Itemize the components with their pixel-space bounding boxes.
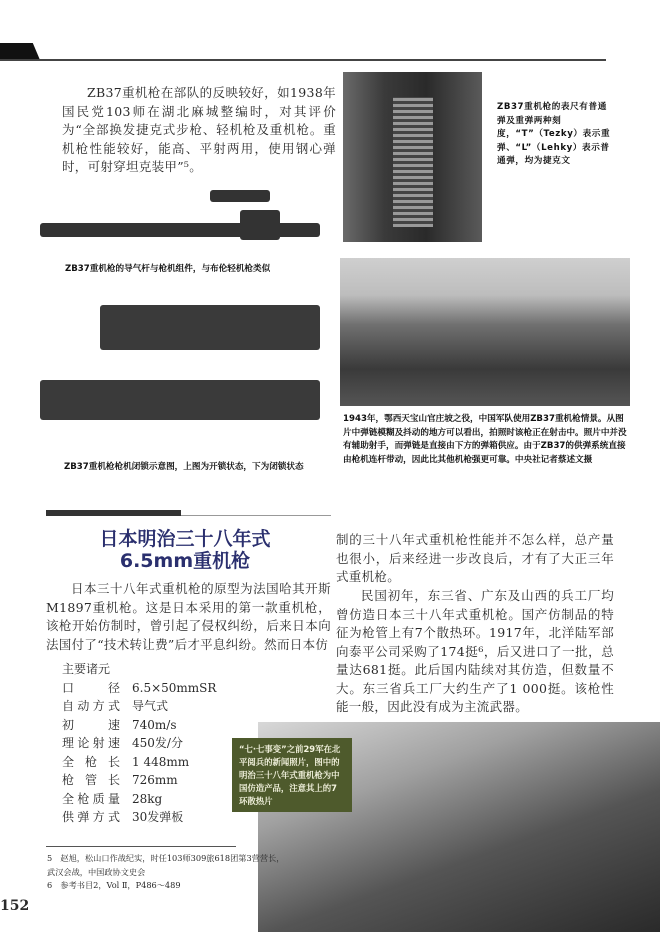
spec-value: 1 448mm [132, 754, 190, 769]
parade-caption: “七·七事变”之前29军在北平阅兵的新闻照片，图中的明治三十八年式重机枪为中国仿造产品，注意其上的7环散热片 [239, 744, 341, 806]
specs-table [62, 660, 216, 827]
spec-value: 740m/s [132, 717, 177, 732]
spec-value: 6.5×50mmSR [132, 680, 217, 695]
title-line-1: 日本明治三十八年式 [99, 528, 271, 550]
section-bar [46, 510, 181, 516]
spec-value: 导气式 [132, 699, 169, 713]
section-title [40, 528, 330, 572]
header-rule [0, 59, 606, 61]
spec-key: 自动方式 [62, 699, 120, 713]
gas-rod-caption: ZB37重机枪的导气杆与枪机组件，与布伦轻机枪类似 [65, 264, 271, 274]
spec-key: 供弹方式 [62, 810, 120, 824]
battle-photo [340, 258, 630, 406]
spec-row [62, 697, 216, 716]
paragraph-type38-origin: 日本三十八年式重机枪的原型为法国哈其开斯M1897重机枪。这是日本采用的第一款重机枪，该枪开始仿制时，曾引起了侵权纠纷，后来日本向法国付了“技术转让费”后才平息纠纷。然而日本仿 [46, 581, 331, 652]
bolt-caption: ZB37重机枪枪机闭锁示意图，上图为开锁状态，下为闭锁状态 [64, 462, 304, 472]
battle-caption: 1943年，鄂西天宝山官庄坡之役，中国军队使用ZB37重机枪情景。从图片中弹链模糊及抖动的地方可以看出，拍照时该枪正在射击中。照片中并没有辅助射手，而弹链是直接由下方的弹箱供应。由于ZB37的供弹系统直接由枪机连杆带动，因此比其他机枪强更可靠。中央社记者蔡述文摄 [343, 414, 627, 465]
footnote-5: 5 赵旭，松山口作战纪实，时任103师309旅618团第3营营长，武汉会战，中国政协文史会 [47, 853, 285, 877]
spec-key: 理论射速 [62, 736, 120, 750]
spec-row [62, 790, 216, 809]
spec-value: 450发/分 [132, 736, 183, 750]
spec-key: 枪管长 [62, 773, 120, 787]
footnotes [47, 852, 287, 893]
spec-row [62, 716, 216, 735]
spec-value: 726mm [132, 773, 178, 787]
spec-key: 初速 [62, 717, 120, 732]
parade-caption-box [232, 738, 352, 812]
header-tab [0, 43, 40, 60]
spec-value: 30发弹板 [132, 810, 184, 824]
title-line-2: 6.5mm重机枪 [119, 550, 251, 572]
gas-rod-photo [40, 185, 320, 250]
spec-key: 全枪长 [62, 754, 120, 769]
spec-row [62, 808, 216, 827]
footnote-6: 6 参考书目2，Vol Ⅱ，P486～489 [47, 880, 181, 890]
spec-row [62, 679, 216, 698]
sight-photo [343, 72, 482, 242]
spec-key: 全枪质量 [62, 791, 120, 806]
spec-value: 28kg [132, 791, 163, 806]
bolt-diagram-photo [40, 300, 320, 440]
spec-row [62, 734, 216, 753]
section-rule [181, 515, 331, 516]
specs-heading: 主要诸元 [62, 662, 111, 676]
paragraph-chinese-copies: 民国初年，东三省、广东及山西的兵工厂均曾仿造日本三十八年式重机枪。国产仿制品的特征为枪管上有7个散热环。1917年，北洋陆军部向泰平公司采购了174挺⁶，后又进口了一批，总量达681挺。此后国内陆续对其仿造，但数量不大。东三省兵工厂大约生产了1 000挺。该枪性能一般，因此没有成为主流武器。 [336, 588, 614, 714]
paragraph-zb37-reception: ZB37重机枪在部队的反映较好，如1938年国民党103师在湖北麻城整编时，对其评价为“全部换发捷克式步枪、轻机枪及重机枪。重机枪性能较好，能高、平射两用，使用钢心弹时，可射穿坦克装甲”⁵。 [62, 85, 336, 174]
spec-row [62, 753, 216, 772]
page-number: 152 [0, 898, 30, 914]
paragraph-type38-performance: 制的三十八年式重机枪性能并不怎么样，总产量也很小，后来经进一步改良后，才有了大正三年式重机枪。 [336, 532, 614, 584]
spec-row [62, 771, 216, 790]
spec-key: 口径 [62, 680, 120, 695]
footnote-rule [46, 846, 236, 847]
sight-caption: ZB37重机枪的表尺有普通弹及重弹两种刻度，“T”（Tezky）表示重弹、“L”（Lehky）表示普通弹，均为捷克文 [497, 102, 611, 166]
